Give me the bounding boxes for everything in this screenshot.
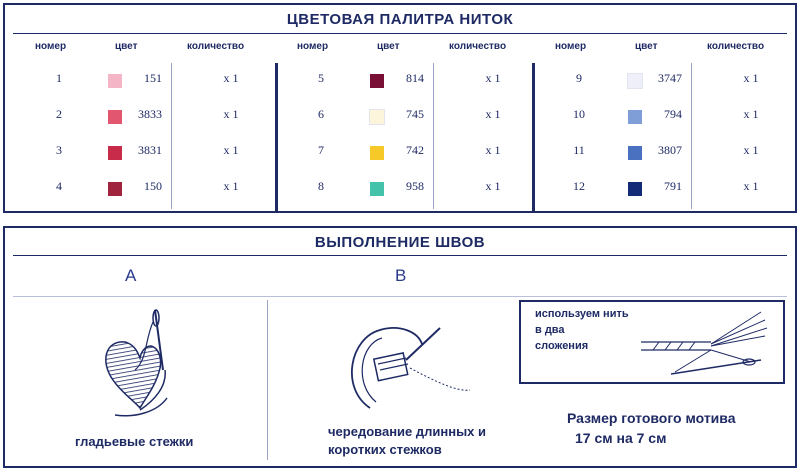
palette-row xyxy=(531,71,793,91)
section-divider xyxy=(267,300,268,460)
palette-row xyxy=(273,71,535,91)
caption-a: гладьевые стежки xyxy=(75,434,194,449)
color-swatch xyxy=(108,182,122,196)
palette-title: ЦВЕТОВАЯ ПАЛИТРА НИТОК xyxy=(286,11,514,28)
thread-quantity: x 1 xyxy=(223,179,239,193)
thread-number: 3 xyxy=(56,143,62,157)
thread-code: 794 xyxy=(664,107,682,121)
thread-number: 7 xyxy=(318,143,324,157)
header-num: номер xyxy=(555,41,587,52)
color-swatch xyxy=(628,182,642,196)
palette-row xyxy=(11,71,273,91)
size-line1: Размер готового мотива xyxy=(567,410,736,426)
header-color: цвет xyxy=(377,41,400,52)
thread-code: 3747 xyxy=(658,71,682,85)
thread-note-line1: используем нить xyxy=(535,308,629,320)
thread-number: 8 xyxy=(318,179,324,193)
caption-b-line1: чередование длинных и xyxy=(328,424,487,439)
thread-note-line3: сложения xyxy=(535,340,589,352)
thread-number: 10 xyxy=(573,107,585,121)
thread-code: 742 xyxy=(406,143,424,157)
thread-quantity: x 1 xyxy=(743,143,759,157)
thread-quantity: x 1 xyxy=(485,107,501,121)
color-swatch xyxy=(370,110,384,124)
thread-number: 4 xyxy=(56,179,62,193)
thread-quantity: x 1 xyxy=(223,71,239,85)
thread-number: 12 xyxy=(573,179,585,193)
long-short-stitch-illustration xyxy=(340,318,480,418)
header-color: цвет xyxy=(635,41,658,52)
color-swatch xyxy=(370,182,384,196)
thread-number: 11 xyxy=(573,143,585,157)
color-swatch xyxy=(370,74,384,88)
header-num: номер xyxy=(35,41,67,52)
letter-a: A xyxy=(125,266,137,285)
header-qty: количество xyxy=(187,41,245,52)
header-qty: количество xyxy=(707,41,765,52)
palette-row xyxy=(11,107,273,127)
thread-number: 1 xyxy=(56,71,62,85)
thread-quantity: x 1 xyxy=(743,71,759,85)
thread-code: 151 xyxy=(144,71,162,85)
thread-note-box xyxy=(519,300,785,384)
palette-column xyxy=(273,39,535,211)
color-swatch xyxy=(628,146,642,160)
stitches-title-divider xyxy=(13,255,787,256)
palette-row xyxy=(531,107,793,127)
thread-code: 745 xyxy=(406,107,424,121)
header-color: цвет xyxy=(115,41,138,52)
palette-row xyxy=(11,143,273,163)
color-swatch xyxy=(108,146,122,160)
thread-quantity: x 1 xyxy=(485,143,501,157)
thread-number: 6 xyxy=(318,107,324,121)
stitches-title: ВЫПОЛНЕНИЕ ШВОВ xyxy=(314,234,486,251)
palette-row xyxy=(531,143,793,163)
thread-code: 791 xyxy=(664,179,682,193)
thread-quantity: x 1 xyxy=(223,143,239,157)
size-line2: 17 см на 7 см xyxy=(575,430,667,446)
thread-code: 814 xyxy=(406,71,424,85)
palette-row xyxy=(273,179,535,199)
palette-row xyxy=(11,179,273,199)
thread-quantity: x 1 xyxy=(485,71,501,85)
stitches-panel xyxy=(3,226,797,468)
thread-palette-panel xyxy=(3,3,797,213)
thread-quantity: x 1 xyxy=(743,179,759,193)
palette-row xyxy=(531,179,793,199)
color-swatch xyxy=(628,74,642,88)
color-swatch xyxy=(370,146,384,160)
thread-quantity: x 1 xyxy=(485,179,501,193)
thread-quantity: x 1 xyxy=(743,107,759,121)
palette-title-divider xyxy=(13,33,787,34)
letter-b: B xyxy=(395,266,407,285)
color-swatch xyxy=(108,110,122,124)
letters-divider xyxy=(13,296,787,297)
thread-code: 150 xyxy=(144,179,162,193)
thread-code: 3831 xyxy=(138,143,162,157)
thread-note-line2: в два xyxy=(535,324,565,336)
satin-stitch-illustration xyxy=(95,300,185,420)
double-thread-illustration xyxy=(631,306,781,380)
thread-code: 3833 xyxy=(138,107,162,121)
thread-number: 5 xyxy=(318,71,324,85)
palette-column xyxy=(531,39,793,211)
color-swatch xyxy=(108,74,122,88)
thread-quantity: x 1 xyxy=(223,107,239,121)
thread-number: 2 xyxy=(56,107,62,121)
thread-code: 3807 xyxy=(658,143,682,157)
caption-b-line2: коротких стежков xyxy=(328,442,442,457)
palette-row xyxy=(273,143,535,163)
thread-code: 958 xyxy=(406,179,424,193)
thread-number: 9 xyxy=(576,71,582,85)
header-num: номер xyxy=(297,41,329,52)
header-qty: количество xyxy=(449,41,507,52)
color-swatch xyxy=(628,110,642,124)
palette-column xyxy=(11,39,273,211)
palette-row xyxy=(273,107,535,127)
